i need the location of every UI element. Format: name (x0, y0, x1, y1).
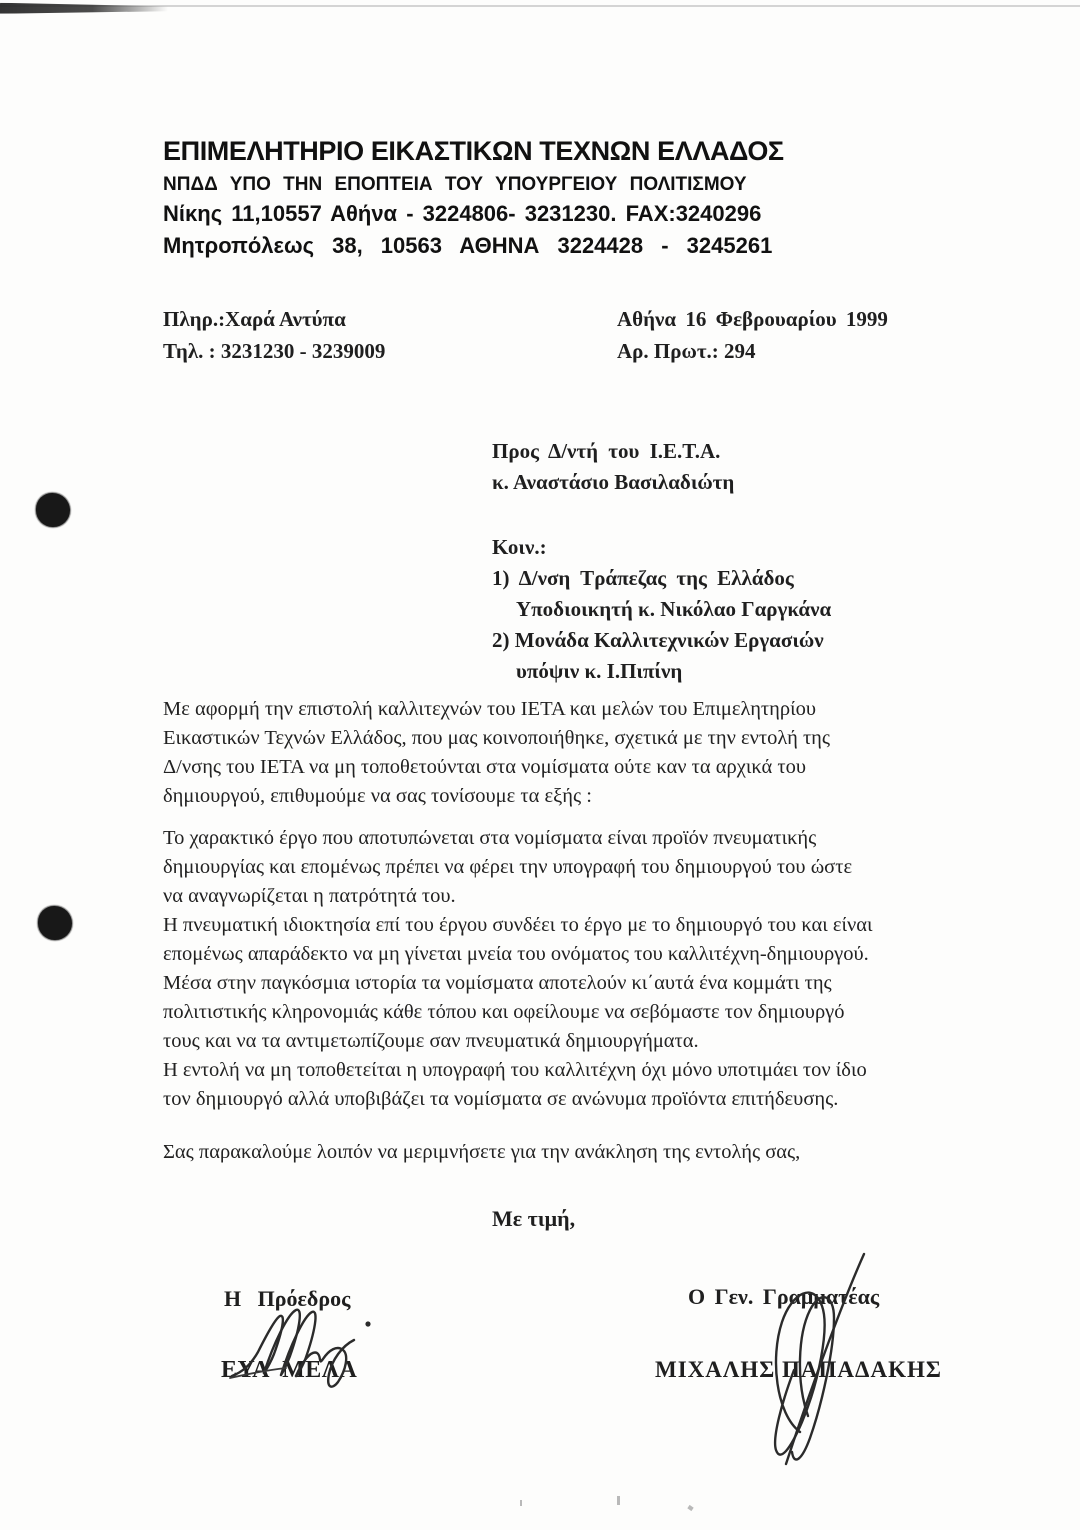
address-line-2: Μητροπόλεως 38, 10563 ΑΘΗΝΑ 3224428 - 3245261 (163, 233, 773, 258)
body-line: δημιουργού, επιθυμούμε να σας τονίσουμε τα εξής : (163, 785, 592, 807)
body-line: να αναγνωρίζεται η πατρότητά του. (163, 885, 456, 907)
handler-line: Πληρ.:Χαρά Αντύπα (163, 307, 346, 331)
signatory-title-secretary: Ο Γεν. Γραμματέας (688, 1284, 880, 1309)
signatory-name-president: ΕΥΑ ΜΕΛΑ (221, 1357, 358, 1383)
body-line: Το χαρακτικό έργο που αποτυπώνεται στα νομίσματα είναι προϊόν πνευματικής (163, 827, 817, 849)
address-line-1: Νίκης 11,10557 Αθήνα - 3224806- 3231230. FAX:3240296 (163, 201, 762, 226)
cc-label: Κοιν.: (492, 535, 547, 559)
body-line: Δ/νσης του ΙΕΤΑ να μη τοποθετούνται στα νομίσματα ούτε καν τα αρχικά του (163, 756, 807, 778)
cc-item: 2) Μονάδα Καλλιτεχνικών Εργασιών (492, 628, 824, 652)
letter-body (163, 695, 873, 1167)
body-line: Με αφορμή την επιστολή καλλιτεχνών του ΙΕΤΑ και μελών του Επιμελητηρίου (163, 698, 817, 720)
scan-speck (520, 1500, 522, 1506)
handwritten-signature-secretary (728, 1252, 878, 1467)
recipient-block (492, 436, 831, 687)
hole-punch-mark (38, 906, 72, 940)
paragraph-gap (163, 811, 873, 824)
scan-speck (617, 1496, 620, 1505)
cc-item-detail: υπόψιν κ. Ι.Πιπίνη (516, 659, 683, 683)
recipient-name-line: κ. Αναστάσιο Βασιλαδιώτη (492, 470, 735, 494)
protocol-number-line: Αρ. Πρωτ.: 294 (617, 339, 756, 363)
reference-block (163, 303, 385, 367)
hole-punch-mark (36, 493, 70, 527)
letterhead (163, 136, 784, 259)
body-line: τον δημιουργό αλλά υποβιβάζει τα νομίσματα σε ανώνυμα προϊόντα επιτήδευσης. (163, 1088, 839, 1110)
handwritten-signature-president (228, 1296, 408, 1396)
body-line: Η πνευματική ιδιοκτησία επί του έργου συνδέει το έργο με το δημιουργό του και είναι (163, 914, 873, 936)
date-protocol-block (617, 303, 888, 367)
body-line: Μέσα στην παγκόσμια ιστορία τα νομίσματα αποτελούν κι΄αυτά ένα κομμάτι της (163, 972, 832, 994)
body-line: τους και να τα αντιμετωπίζουμε σαν πνευματικά δημιουργήματα. (163, 1030, 699, 1052)
cc-item: 1) Δ/νση Τράπεζας της Ελλάδος (492, 566, 794, 590)
signatory-title-president: Η Πρόεδρος (224, 1286, 351, 1311)
body-line: Εικαστικών Τεχνών Ελλάδος, που μας κοινοποιήθηκε, σχετικά με την εντολή της (163, 727, 831, 749)
place-date-line: Αθήνα 16 Φεβρουαρίου 1999 (617, 307, 888, 331)
organization-name: ΕΠΙΜΕΛΗΤΗΡΙΟ ΕΙΚΑΣΤΙΚΩΝ ΤΕΧΝΩΝ ΕΛΛΑΔΟΣ (163, 136, 784, 166)
cc-item-detail: Υποδιοικητή κ. Νικόλαο Γαργκάνα (516, 597, 832, 621)
closing-salutation: Με τιμή, (492, 1206, 576, 1231)
recipient-to-line: Προς Δ/ντή του Ι.Ε.Τ.Α. (492, 439, 721, 463)
scan-speck (687, 1505, 693, 1511)
signatory-name-secretary: ΜΙΧΑΛΗΣ ΠΑΠΑΔΑΚΗΣ (655, 1357, 942, 1382)
body-line: πολιτιστικής κληρονομιάς κάθε τόπου και οφείλουμε να σεβόμαστε τον δημιουργό (163, 1001, 845, 1023)
body-line: δημιουργίας και επομένως πρέπει να φέρει την υπογραφή του δημιουργού του ώστε (163, 856, 853, 878)
phone-line: Τηλ. : 3231230 - 3239009 (163, 339, 386, 363)
body-line: επομένως απαράδεκτο να μη γίνεται μνεία του ονόματος του καλλιτέχνη-δημιουργού. (163, 943, 869, 965)
supervision-line: ΝΠΔΔ ΥΠΟ ΤΗΝ ΕΠΟΠΤΕΙΑ ΤΟΥ ΥΠΟΥΡΓΕΙΟΥ ΠΟΛΙΤΙΣΜΟΥ (163, 174, 747, 195)
body-line: Σας παρακαλούμε λοιπόν να μεριμνήσετε για την ανάκληση της εντολής σας, (163, 1141, 801, 1163)
paragraph-gap (163, 1114, 873, 1138)
body-line: Η εντολή να μη τοποθετείται η υπογραφή του καλλιτέχνη όχι μόνο υποτιμάει τον ίδιο (163, 1059, 867, 1081)
